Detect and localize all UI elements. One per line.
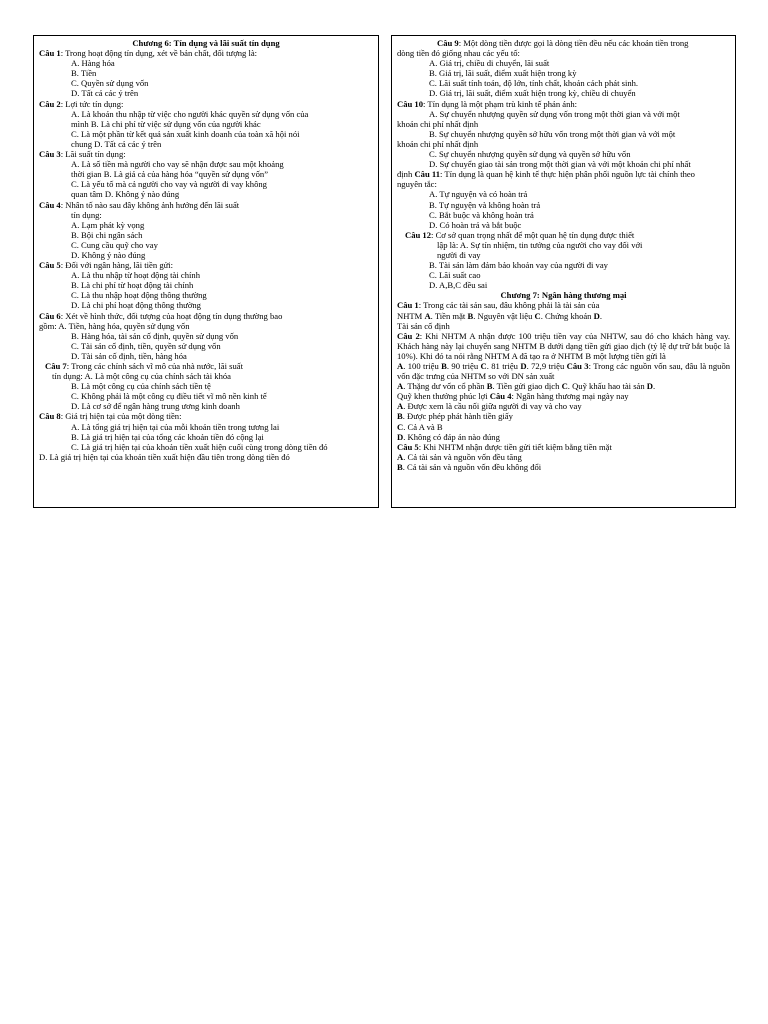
question-label: B — [467, 310, 474, 321]
line-text: B. Bội chi ngân sách — [71, 229, 143, 240]
line-text: gồm: A. Tiền, hàng hóa, quyền sử dụng vốn — [39, 320, 190, 331]
line-text: C. Bắt buộc và không hoàn trả — [429, 209, 534, 220]
line-text: C. Lãi suất cao — [429, 270, 481, 281]
answer-line — [39, 371, 373, 381]
answer-line — [397, 280, 730, 290]
question-4-answers — [397, 401, 730, 441]
line-text: chung D. Tất cả các ý trên — [71, 138, 162, 149]
answer-line — [397, 68, 730, 78]
question-label: Câu 10 — [397, 98, 424, 109]
line-text: tín dụng: A. Là một công cụ của chính sách tài khóa — [52, 371, 231, 382]
answer-line — [39, 88, 373, 98]
line-text: . Chứng khoán — [540, 310, 594, 321]
line-text: : Trong các chính sách vĩ mô của nhà nước, lãi suất — [66, 361, 243, 371]
line-text: A. Là thu nhập từ hoạt động tài chính — [71, 270, 201, 281]
answer-text: . Tiền gửi giao dịch — [492, 381, 562, 392]
answer-line — [397, 260, 730, 270]
chapter-7-question-4 — [397, 391, 730, 401]
answer-line — [397, 189, 730, 199]
question-line — [39, 411, 373, 421]
answer-line — [39, 129, 373, 139]
line-text: B. Là giá trị hiện tại của tổng các khoản tiền đó cộng lại — [71, 431, 264, 442]
answer-line — [39, 250, 373, 260]
answer-line — [39, 189, 373, 199]
question-label: Câu 1 — [397, 300, 419, 311]
question-line — [397, 99, 730, 109]
question-label: Câu 7 — [45, 361, 67, 371]
line-text: A. Là khoản thu nhập từ việc cho người khác quyền sử dụng vốn của — [71, 108, 309, 119]
line-text: A. Sự chuyển nhượng quyền sử dụng vốn trong một thời gian và với một — [429, 108, 680, 119]
answer-line — [397, 109, 730, 119]
answer-line — [39, 210, 373, 220]
line-text: lập là: A. Sự tín nhiệm, tin tưởng của người cho vay đối với — [437, 239, 643, 250]
answer-line — [397, 119, 730, 129]
answer-text: . Được phép phát hành tiền giấy — [402, 411, 513, 422]
answer-text: . Thặng dư vốn cổ phần — [403, 381, 487, 392]
question-label: Câu 12 — [405, 229, 432, 240]
line-text: C. Quyền sử dụng vốn — [71, 78, 149, 89]
chapter-6-title: Chương 6: Tín dụng và lãi suất tín dụng — [132, 38, 280, 48]
answer-line — [397, 321, 730, 331]
question-label: C — [534, 310, 541, 321]
answer-line — [39, 391, 373, 401]
question-line — [39, 149, 373, 159]
answer-text: . Cả tài sản và nguồn vốn đều tăng — [403, 451, 522, 462]
line-text: : Xét về hình thức, đối tượng của hoạt động tín dụng thường bao — [60, 310, 283, 321]
line-text: A. Tự nguyện và có hoàn trả — [429, 189, 528, 200]
answer-line — [39, 78, 373, 88]
line-text: . Nguyên vật liệu — [473, 310, 535, 321]
question-text: : Khi NHTM A nhận được 100 triệu tiền vay của NHTW, sau đó cho khách hàng vay. Khách hàng này lại chuyển sang NHTM B dưới dạng tiền gửi giao dịch (tỷ lệ dự trữ bắt buộc là 10%). Khi đó ta nói rằng NHTM A đã tạo ra ở NHTM B một lượng tiền gửi là — [397, 330, 730, 361]
question-label: Câu 2 — [397, 330, 420, 341]
answer-line — [39, 58, 373, 68]
answer-line — [39, 321, 373, 331]
line-text: C. Là giá trị hiện tại của khoản tiền xuất hiện cuối cùng trong dòng tiền đó — [71, 441, 328, 452]
answer-label: C — [397, 421, 404, 432]
question-line — [39, 99, 373, 109]
line-text: . — [599, 310, 603, 321]
answer-label: A — [397, 451, 404, 462]
line-text: C. Là yếu tố mà cả người cho vay và người đi vay không — [71, 179, 267, 190]
answer-line — [39, 179, 373, 189]
question-label: Câu 1 — [39, 48, 61, 59]
answer-label: A — [397, 401, 404, 412]
line-text: D. Sự chuyển giao tài sản trong một thời gian và với một khoản chi phí nhất — [429, 159, 691, 170]
question-label: A — [424, 310, 431, 321]
line-text: A. Giá trị, chiều di chuyển, lãi suất — [429, 58, 550, 69]
answer-line — [39, 432, 373, 442]
line-text: quan tâm D. Không ý nào đúng — [71, 189, 180, 200]
question-line — [39, 361, 373, 371]
answer-line — [397, 401, 730, 411]
answer-text: . 100 triệu — [403, 361, 442, 371]
answer-line — [397, 270, 730, 280]
question-2-answers — [397, 361, 567, 371]
line-text: mình B. Là chi phí từ việc sử dụng vốn của người khác — [71, 118, 261, 129]
line-text: C. Sự chuyển nhượng quyền sử dụng và quyền sở hữu vốn — [429, 149, 631, 160]
answer-line — [39, 422, 373, 432]
answer-line — [39, 290, 373, 300]
line-text: : Giá trị hiện tại của một dòng tiền: — [60, 411, 182, 422]
line-text: C. Lãi suất tính toán, độ lớn, tính chất, khoản cách phát sinh. — [429, 78, 639, 89]
answer-line — [39, 351, 373, 361]
line-text: C. Là một phần từ kết quả sản xuất kinh doanh của toàn xã hội nói — [71, 128, 300, 139]
line-text: C. Tài sản cố định, tiền, quyền sử dụng vốn — [71, 340, 221, 351]
answer-line — [397, 452, 730, 462]
answer-label: D — [520, 361, 527, 371]
line-text: khoản chi phí nhất định — [397, 118, 479, 129]
chapter-7-question-5 — [397, 442, 730, 452]
line-text: : Trong hoạt động tín dụng, xét về bản chất, đối tượng là: — [60, 48, 258, 59]
line-text: : Cơ sở quan trọng nhất để một quan hệ tín dụng được thiết — [431, 229, 635, 240]
line-text: C. Không phải là một công cụ điều tiết vĩ mô nền kinh tế — [71, 391, 267, 402]
answer-line — [397, 179, 730, 189]
answer-line — [397, 169, 730, 179]
line-text: tín dụng: — [71, 209, 102, 220]
line-text: D. Là chi phí hoạt động thông thường — [71, 300, 201, 311]
answer-line — [397, 48, 730, 58]
line-text: C. Là thu nhập hoạt động thông thường — [71, 290, 207, 301]
answer-line — [39, 452, 373, 462]
line-text: : Đối với ngân hàng, lãi tiền gửi: — [60, 260, 174, 271]
line-text: nguyên tắc: — [397, 179, 437, 190]
chapter-7-title: Chương 7: Ngân hàng thương mại — [500, 290, 627, 301]
line-text: A. Hàng hóa — [71, 58, 115, 69]
line-text: B. Tiền — [71, 68, 97, 79]
answer-text: . Quỹ khấu hao tài sản — [567, 381, 647, 392]
question-5-answers — [397, 452, 730, 472]
question-label: D — [593, 310, 600, 321]
line-text: Tài sản cố định — [397, 320, 450, 331]
answer-line — [39, 109, 373, 119]
answer-text: . — [653, 381, 656, 392]
answer-label: D — [646, 381, 654, 392]
answer-line — [39, 300, 373, 310]
line-text: D. Có hoàn trả và bắt buộc — [429, 219, 522, 230]
question-label: Câu 5 — [39, 260, 61, 271]
question-label: Câu 3 — [566, 361, 589, 371]
answer-line — [39, 240, 373, 250]
answer-line — [39, 280, 373, 290]
chapter-7-question-2 — [397, 331, 730, 361]
answer-line — [397, 78, 730, 88]
answer-label: B — [397, 461, 403, 472]
answer-label: B — [397, 411, 403, 422]
line-text: : Nhân tố nào sau đây không ảnh hưởng đến lãi suất — [60, 199, 240, 210]
line-text: : Lợi tức tín dụng: — [60, 98, 124, 109]
chapter-6-panel — [33, 35, 379, 508]
answer-label: B — [486, 381, 493, 392]
answer-line — [397, 240, 730, 250]
line-text: D. Giá trị, lãi suất, điểm xuất hiện trong kỳ, chiều di chuyển — [429, 88, 636, 99]
question-text: : Ngân hàng thương mại ngày nay — [511, 391, 629, 402]
answer-line — [397, 220, 730, 230]
answer-text: . Cả tài sản và nguồn vốn đều không đổi — [402, 461, 542, 472]
question-line — [39, 48, 373, 58]
question-label: Câu 9 — [437, 38, 459, 48]
answer-line — [39, 159, 373, 169]
answer-line — [397, 210, 730, 220]
answer-line — [397, 462, 730, 472]
answer-label: C — [561, 381, 568, 392]
chapter-6-questions — [39, 48, 373, 462]
answer-line — [39, 442, 373, 452]
line-text: NHTM — [397, 310, 425, 321]
answer-text: . Cả A và B — [403, 421, 443, 432]
line-text: B. Hàng hóa, tài sản cố định, quyền sử dụng vốn — [71, 330, 239, 341]
answer-text: Quỹ khen thưởng phúc lợi — [397, 391, 490, 402]
question-text: : Khi NHTM nhận được tiền gửi tiết kiệm bằng tiền mặt — [418, 441, 612, 452]
line-text: D. Tất cả các ý trên — [71, 88, 139, 99]
answer-line — [39, 331, 373, 341]
answer-text: . 81 triệu — [486, 361, 521, 371]
line-text: B. Tài sản làm đảm bảo khoản vay của người đi vay — [429, 260, 608, 271]
line-text: A. Là tổng giá trị hiện tại của mỗi khoản tiền trong tương lai — [71, 421, 280, 432]
question-line — [397, 38, 730, 48]
line-text: : Một dòng tiền được gọi là dòng tiền đều nếu các khoản tiền trong — [458, 38, 689, 48]
answer-label: A — [397, 381, 404, 392]
line-text: B. Giá trị, lãi suất, điểm xuất hiện trong kỳ — [429, 68, 577, 79]
answer-line — [397, 422, 730, 432]
line-text: : Tín dụng là quan hệ kinh tế thực hiện phân phối nguồn lực tài chính theo — [440, 169, 695, 180]
line-text: A. Là số tiền mà người cho vay sẽ nhận được sau một khoảng — [71, 159, 284, 170]
line-text: C. Cung cầu quỹ cho vay — [71, 239, 158, 250]
line-text: : Tín dụng là một phạm trù kinh tế phản ánh: — [423, 98, 578, 109]
answer-line — [39, 139, 373, 149]
line-text: D. Tài sản cố định, tiền, hàng hóa — [71, 350, 187, 361]
answer-line — [397, 159, 730, 169]
answer-line — [39, 68, 373, 78]
question-line — [39, 200, 373, 210]
line-text: B. Là một công cụ của chính sách tiền tệ — [71, 381, 211, 392]
chapter-7-question-1 — [397, 300, 730, 330]
line-text: A. Lạm phát kỳ vọng — [71, 219, 145, 230]
question-label: Câu 3 — [39, 149, 61, 160]
answer-line — [39, 341, 373, 351]
line-text: : Lãi suất tín dụng: — [60, 149, 126, 160]
question-line — [397, 230, 730, 240]
answer-line — [397, 411, 730, 421]
answer-line — [39, 230, 373, 240]
line-text: B. Tự nguyện và không hoàn trả — [429, 199, 541, 210]
answer-text: . 72,9 triệu — [526, 361, 567, 371]
line-text: người đi vay — [437, 249, 481, 260]
line-text: B. Sự chuyển nhượng quyền sở hữu vốn trong một thời gian và với một — [429, 128, 676, 139]
answer-line — [397, 311, 730, 321]
answer-text: . Được xem là cầu nối giữa người đi vay và cho vay — [403, 401, 582, 412]
answer-text: . Không có đáp án nào đúng — [403, 431, 500, 442]
line-text: khoản chi phí nhất định — [397, 138, 479, 149]
line-text: . Tiền mặt — [430, 310, 468, 321]
line-text: D. Không ý nào đúng — [71, 249, 146, 260]
line-text: B. Là chi phí từ hoạt động tài chính — [71, 280, 194, 291]
line-text: D. A,B,C đều sai — [429, 280, 488, 291]
question-line — [39, 260, 373, 270]
answer-line — [397, 250, 730, 260]
answer-line — [397, 58, 730, 68]
question-label: Câu 8 — [39, 411, 61, 422]
line-text: thời gian B. Là giá cả của hàng hóa “quyền sử dụng vốn” — [71, 169, 269, 180]
answer-text: . 90 triệu — [446, 361, 481, 371]
answer-line — [397, 139, 730, 149]
answer-line — [39, 270, 373, 280]
answer-line — [397, 129, 730, 139]
question-line — [397, 300, 730, 310]
answer-line — [397, 432, 730, 442]
line-text: : Trong các tài sản sau, đâu không phải là tài sản của — [418, 300, 600, 311]
answer-line — [39, 381, 373, 391]
line-text: dòng tiền đó giống nhau các yếu tố: — [397, 48, 520, 59]
answer-line — [39, 401, 373, 411]
question-label: Câu 5 — [397, 441, 419, 452]
question-3-answers — [397, 381, 730, 391]
answer-line — [397, 200, 730, 210]
line-text: định — [397, 169, 415, 180]
question-label: Câu 2 — [39, 98, 61, 109]
answer-line — [397, 88, 730, 98]
questions-9-12 — [397, 38, 730, 290]
question-label: Câu 6 — [39, 310, 61, 321]
answer-label: A — [397, 361, 404, 371]
line-text: D. Là cơ sở để ngân hàng trung ương kinh doanh — [71, 401, 240, 412]
answer-label: D — [397, 431, 404, 442]
question-2-answers-and-question-3 — [397, 361, 730, 381]
question-label: Câu 4 — [489, 391, 512, 402]
question-line — [39, 311, 373, 321]
line-text: D. Là giá trị hiện tại của khoản tiền xuất hiện đầu tiên trong dòng tiền đó — [39, 451, 290, 462]
chapter-7-panel — [391, 35, 736, 508]
question-label: Câu 11 — [414, 169, 440, 180]
question-text: : Trong các nguồn vốn sau, đâu là nguồn vốn đặc trưng của NHTM so với DN sản xuất — [397, 361, 731, 382]
question-label: Câu 4 — [39, 199, 61, 210]
answer-label: C — [480, 361, 487, 371]
answer-label: B — [441, 361, 447, 371]
answer-line — [39, 220, 373, 230]
answer-line — [397, 149, 730, 159]
answer-line — [39, 119, 373, 129]
answer-line — [39, 169, 373, 179]
